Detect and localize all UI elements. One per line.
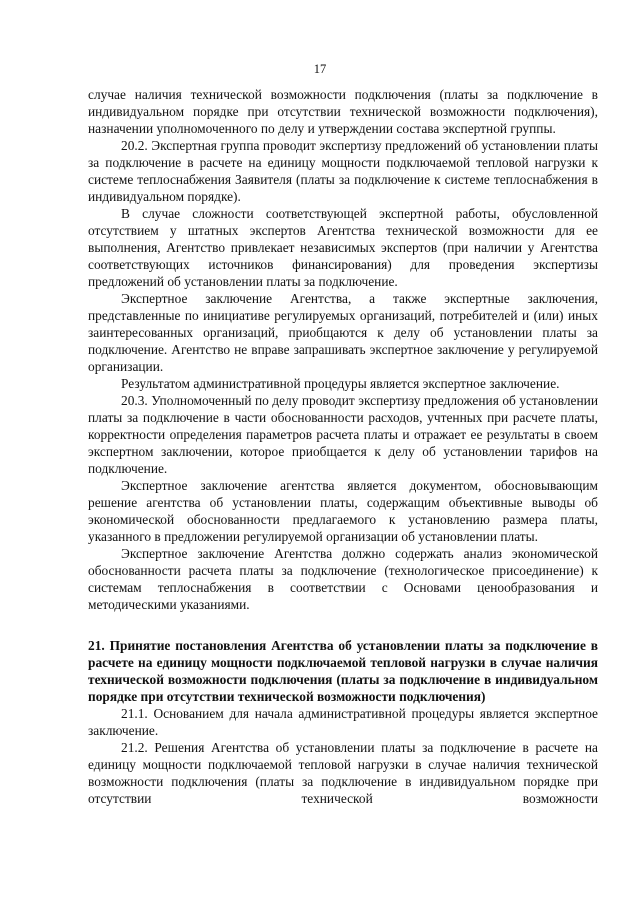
section-heading-21: 21. Принятие постановления Агентства об установлении платы за подключение в расчете на единицу мощности подключаемой тепловой нагрузки в случае наличия технической возможности подключения (платы за подключение в индивидуальном порядке при отсутствии технической возможности подключения) — [88, 638, 598, 704]
document-body — [88, 86, 598, 807]
paragraph-20-2: 20.2. Экспертная группа проводит экспертизу предложений об установлении платы за подключение в расчете на единицу мощности подключаемой тепловой нагрузки к системе теплоснабжения Заявителя (платы за подключение к системе теплоснабжения в индивидуальном порядке). — [88, 138, 598, 204]
page-number: 17 — [313, 62, 327, 76]
paragraph-21-1: 21.1. Основанием для начала административной процедуры является экспертное заключение. — [88, 706, 598, 738]
paragraph-21-2: 21.2. Решения Агентства об установлении платы за подключение в расчете на единицу мощности подключаемой тепловой нагрузки в случае наличия технической возможности подключения (платы за подключение в индивидуальном порядке при отсутствии технической возможности — [88, 740, 598, 806]
paragraph-analysis: Экспертное заключение Агентства должно содержать анализ экономической обоснованности расчета платы за подключение (технологическое присоединение) к системам теплоснабжения в соответствии с Основами ценообразования и методическими указаниями. — [88, 546, 598, 612]
paragraph-experts: В случае сложности соответствующей экспертной работы, обусловленной отсутствием у штатных экспертов Агентства технической возможности для ее выполнения, Агентство привлекает независимых экспертов (при наличии у Агентства соответствующих источников финансирования) для проведения экспертизы предложений об установлении платы за подключение. — [88, 206, 598, 289]
paragraph-result: Результатом административной процедуры является экспертное заключение. — [121, 376, 560, 391]
paragraph-continuation: случае наличия технической возможности подключения (платы за подключение в индивидуальном порядке при отсутствии технической возможности подключения), назначении уполномоченного по делу и утверждении состава экспертной группы. — [88, 87, 598, 136]
paragraph-20-3: 20.3. Уполномоченный по делу проводит экспертизу предложения об установлении платы за подключение в части обоснованности расходов, учтенных при расчете платы, корректности определения параметров расчета платы и отражает ее результаты в своем экспертном заключении, которое приобщается к делу об установлении тарифов на подключение. — [88, 393, 598, 476]
paragraph-expert-conclusions: Экспертное заключение Агентства, а также экспертные заключения, представленные по инициативе регулируемых организаций, потребителей и (или) иных заинтересованных организаций, приобщаются к делу об установлении платы за подключение. Агентство не вправе запрашивать экспертное заключение у регулируемой организации. — [88, 291, 598, 374]
paragraph-agency-conclusion: Экспертное заключение агентства является документом, обосновывающим решение агентства об установлении платы, содержащим объективные выводы об экономической обоснованности предлагаемого к установлению размера платы, указанного в предложении регулируемой организации об установлении платы. — [88, 478, 598, 544]
